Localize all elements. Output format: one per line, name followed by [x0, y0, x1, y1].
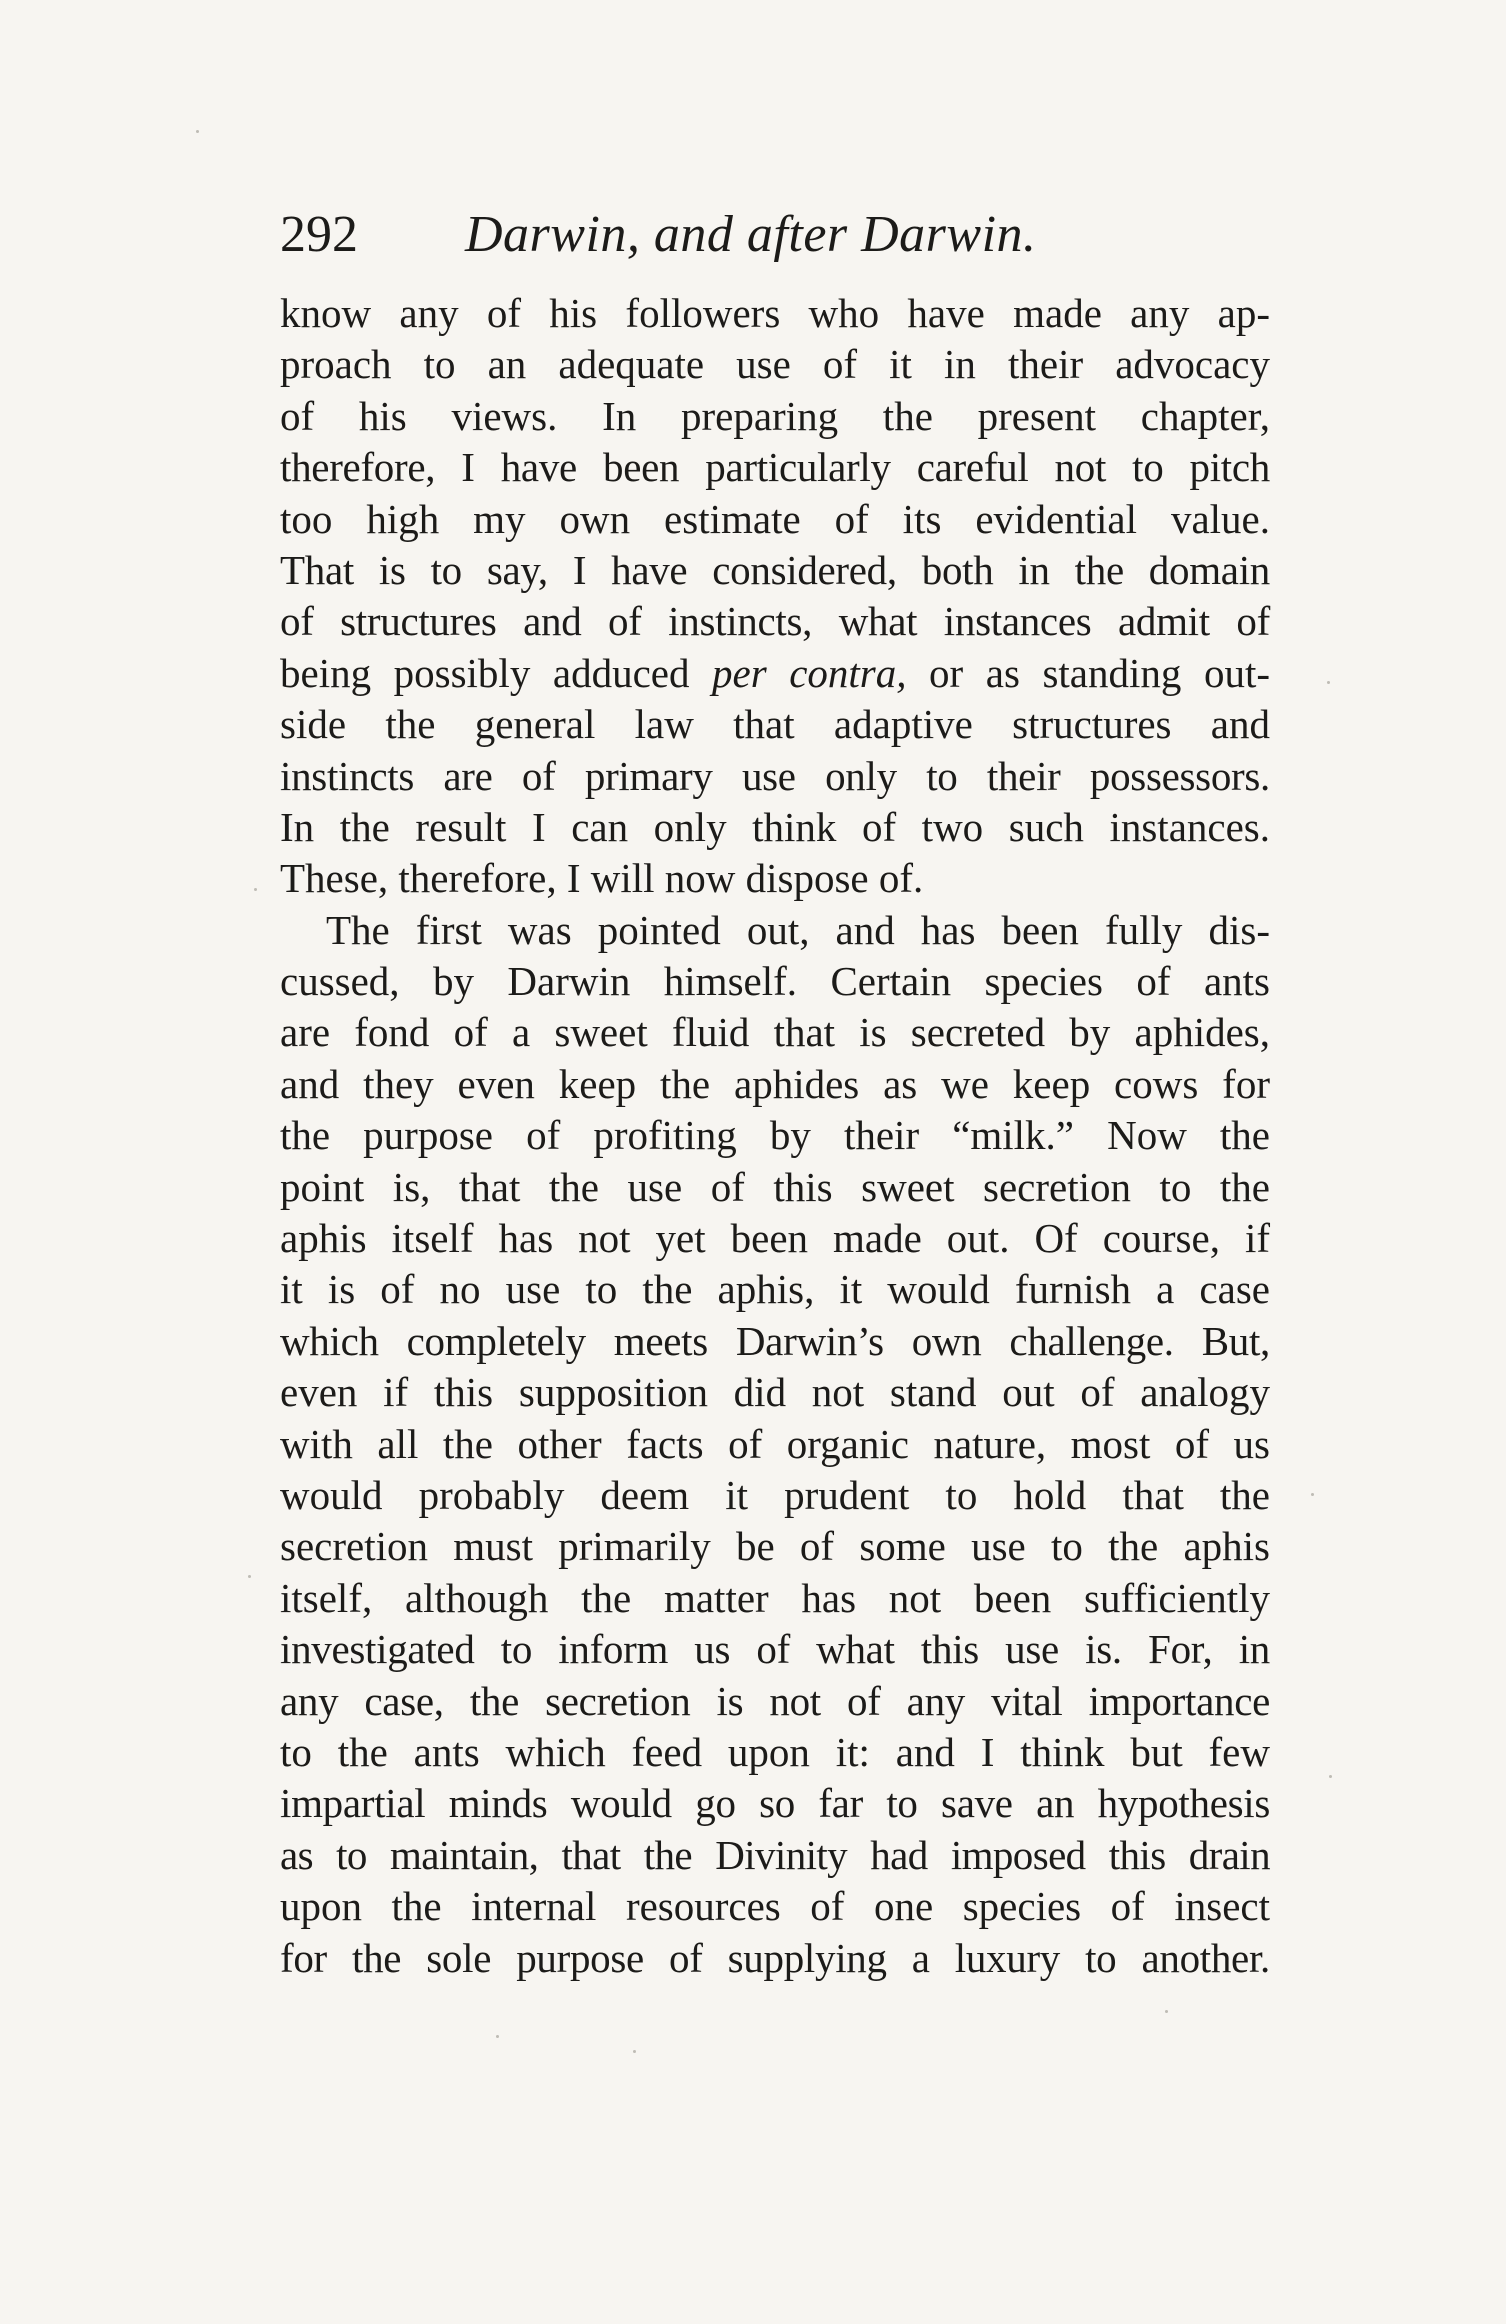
text-line: the purpose of profiting by their “milk.” Now the	[280, 1112, 1270, 1159]
text-line: cussed, by Darwin himself. Certain species of ants	[280, 958, 1270, 1005]
paper-speck	[254, 888, 257, 891]
line-start: being possibly adduced	[280, 649, 713, 696]
running-head	[280, 200, 1280, 270]
paper-speck	[1165, 2010, 1168, 2013]
text-line: with all the other facts of organic nature, most of us	[280, 1420, 1270, 1467]
text-line: any case, the secretion is not of any vital importance	[280, 1677, 1270, 1724]
text-line: as to maintain, that the Divinity had imposed this drain	[280, 1831, 1270, 1878]
paper-speck	[1329, 1775, 1332, 1778]
text-line: side the general law that adaptive structures and	[280, 701, 1270, 748]
paper-speck	[496, 2035, 499, 2038]
paper-speck	[248, 1575, 251, 1578]
text-line: it is of no use to the aphis, it would furnish a case	[280, 1266, 1270, 1313]
text-line: upon the internal resources of one species of insect	[280, 1883, 1270, 1930]
text-line: itself, although the matter has not been sufficiently	[280, 1574, 1270, 1621]
paper-speck	[1327, 681, 1330, 684]
italic-phrase: per contra,	[712, 649, 907, 696]
text-line-with-italic	[280, 648, 1270, 699]
paper-speck	[196, 130, 199, 133]
text-line: would probably deem it prudent to hold that the	[280, 1471, 1270, 1518]
text-line: impartial minds would go so far to save an hypothesis	[280, 1780, 1270, 1827]
text-line: even if this supposition did not stand out of analogy	[280, 1369, 1270, 1416]
text-line: therefore, I have been particularly careful not to pitch	[280, 444, 1270, 491]
text-line: too high my own estimate of its evidential value.	[280, 495, 1270, 542]
page-number: 292	[280, 206, 358, 263]
text-line: secretion must primarily be of some use to the aphis	[280, 1523, 1270, 1570]
text-line: That is to say, I have considered, both in the domain	[280, 546, 1270, 593]
text-line: which completely meets Darwin’s own challenge. But,	[280, 1317, 1270, 1364]
text-line: for the sole purpose of supplying a luxury to another.	[280, 1934, 1270, 1981]
text-line: of his views. In preparing the present chapter,	[280, 392, 1270, 439]
text-line: are fond of a sweet fluid that is secreted by aphides,	[280, 1009, 1270, 1056]
line-end: or as standing out-	[906, 649, 1270, 696]
text-line: These, therefore, I will now dispose of.	[280, 855, 924, 902]
text-line: of structures and of instincts, what instances admit of	[280, 598, 1270, 645]
text-line: aphis itself has not yet been made out. Of course, if	[280, 1215, 1270, 1262]
text-line: point is, that the use of this sweet secretion to the	[280, 1163, 1270, 1210]
text-line: to the ants which feed upon it: and I think but few	[280, 1728, 1270, 1775]
text-line: know any of his followers who have made any ap-	[280, 290, 1270, 336]
paper-speck	[1311, 1493, 1314, 1496]
text-line: investigated to inform us of what this use is. For, in	[280, 1626, 1270, 1673]
text-line: proach to an adequate use of it in their advocacy	[280, 341, 1270, 388]
running-title: Darwin, and after Darwin.	[465, 206, 1037, 263]
text-line: and they even keep the aphides as we keep cows for	[280, 1060, 1270, 1107]
paragraph-start-line: The first was pointed out, and has been fully dis-	[326, 906, 1270, 953]
paper-speck	[633, 2050, 636, 2053]
body-text	[280, 288, 1270, 1984]
text-line: instincts are of primary use only to their possessors.	[280, 752, 1270, 799]
text-line: In the result I can only think of two such instances.	[280, 803, 1270, 850]
